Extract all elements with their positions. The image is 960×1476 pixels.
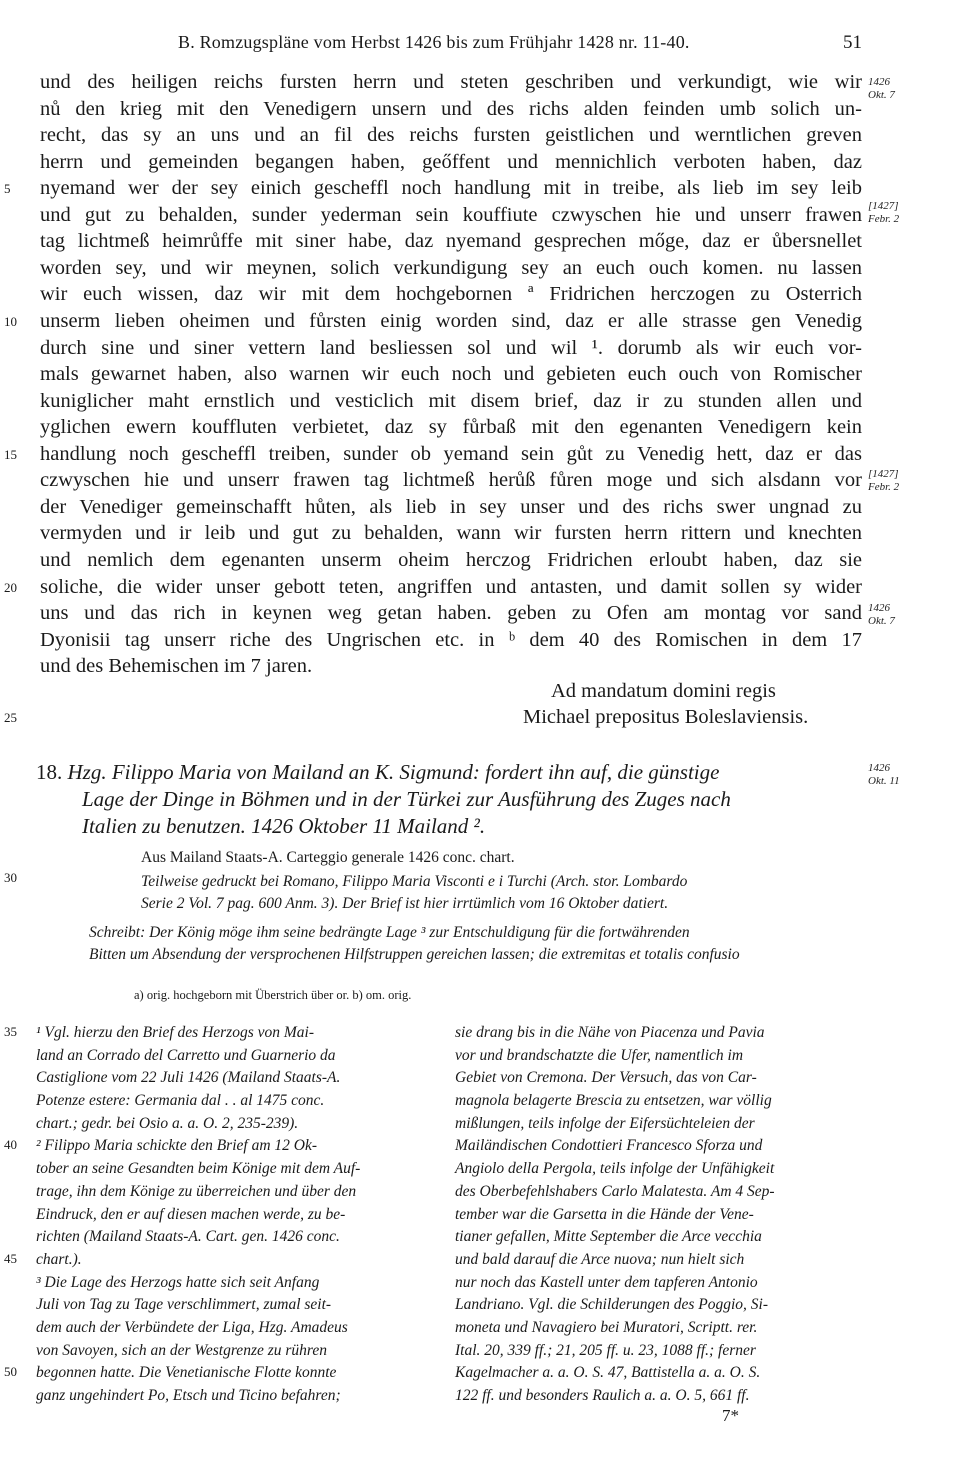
margin-date-year: [1427] <box>868 200 899 212</box>
sheet-signature-mark: 7* <box>722 1406 739 1425</box>
footnote-line: Ital. 20, 339 ff.; 21, 205 ff. u. 23, 1088 ff.; ferner <box>455 1341 756 1359</box>
body-line: handlung noch gescheffl treiben, sunder ob yemand sein gůt zu Venedig hett, daz er das <box>40 443 862 465</box>
footnote-line: ³ Die Lage des Herzogs hatte sich seit Anfang <box>36 1273 320 1291</box>
body-line: worden sey, und wir meynen, solich verkundigung sey an euch ouch komen. nu lassen <box>40 257 862 279</box>
line-number: 50 <box>4 1364 17 1379</box>
body-line: yglichen ewern kouffluten verbietet, daz sy fůrbaß mit den egenanten Venedigern kein <box>40 416 862 438</box>
margin-date <box>868 762 916 788</box>
footnote-line: des Oberbefehlshabers Carlo Malatesta. Am 4 Sep- <box>455 1182 775 1200</box>
footnote-line: nur noch das Kastell unter dem tapferen Antonio <box>455 1273 758 1291</box>
signature-line: Michael prepositus Boleslaviensis. <box>523 706 809 728</box>
body-line: tag lichtmeß heimrůffe mit siner habe, daz nyemand gesprechen mőge, daz er ůbersnellet <box>40 230 862 252</box>
body-line: czwyschen hie und unserr frawen tag lichtmeß herůß fůren moge und sich alsdann vor <box>40 469 862 491</box>
footnote-line: von Savoyen, sich an der Westgrenze zu rühren <box>36 1341 328 1359</box>
footnote-line: dem auch der Verbündete der Liga, Hzg. Amadeus <box>36 1318 348 1336</box>
line-number: 15 <box>4 447 17 462</box>
margin-date-year: [1427] <box>868 468 899 480</box>
body-line: Dyonisii tag unserr riche des Ungrischen etc. in ᵇ dem 40 des Romischen in dem 17 <box>40 629 862 651</box>
footnote-line: ² Filippo Maria schickte den Brief am 12 Ok- <box>36 1137 317 1155</box>
body-line: durch sine und siner vettern land besliessen sol und wil ¹. dorumb als wir euch vor- <box>40 337 862 359</box>
line-number: 10 <box>4 314 17 329</box>
heading-line: Lage der Dinge in Böhmen und in der Türkei zur Ausführung des Zuges nach <box>82 787 731 811</box>
body-line: soliche, die wider unser gebott teten, angriffen und antasten, und damit sollen sy wider <box>40 576 862 598</box>
footnote-line: Gebiet von Cremona. Der Versuch, das von Car- <box>455 1069 757 1087</box>
signature-line: Ad mandatum domini regis <box>551 680 776 702</box>
page-number: 51 <box>843 32 862 53</box>
footnote-line: Angiolo della Pergola, teils infolge der Unfähigkeit <box>455 1160 775 1178</box>
footnote-line: und bald darauf die Arce nuova; nun hielt sich <box>455 1250 745 1268</box>
body-line: kuniglicher maht ernstlich und vesticlich mit disem brief, daz ir zu stunden allen und <box>40 390 862 412</box>
margin-date <box>868 200 916 226</box>
footnote-line: mißlungen, teils infolge der Eifersüchteleien der <box>455 1114 755 1132</box>
footnotes-right-column <box>455 1022 860 1408</box>
body-line: uns und das rich in keynen weg getan haben. geben zu Ofen am montag vor sand <box>40 602 862 624</box>
margin-date-year: 1426 <box>868 602 890 614</box>
footnote-line: magnola belagerte Brescia zu entsetzen, war völlig <box>455 1092 772 1110</box>
body-line: recht, das sy an uns und an fil des reichs fursten geistlichen und werntlichen greven <box>40 124 862 146</box>
margin-date-day: Okt. 11 <box>868 775 900 787</box>
heading-line: Italien zu benutzen. 1426 Oktober 11 Mailand ². <box>82 814 486 838</box>
line-number: 45 <box>4 1251 17 1266</box>
footnote-line: vor und brandschatzte die Ufer, namentlich im <box>455 1046 744 1064</box>
footnote-line: Castiglione vom 22 Juli 1426 (Mailand Staats-A. <box>36 1069 341 1087</box>
footnote-line: trage, ihn dem Könige zu überreichen und über den <box>36 1182 357 1200</box>
document-number: 18. <box>36 760 63 784</box>
footnote-line: ganz ungehindert Po, Etsch und Ticino befahren; <box>36 1387 341 1404</box>
heading-line: Hzg. Filippo Maria von Mailand an K. Sigmund: fordert ihn auf, die günstige <box>67 760 720 784</box>
source-line: Aus Mailand Staats-A. Carteggio generale 1426 conc. chart. <box>141 849 515 866</box>
margin-date <box>868 602 916 628</box>
margin-date-day: Febr. 2 <box>868 481 900 493</box>
line-number: 35 <box>4 1024 17 1039</box>
line-number: 5 <box>4 181 11 196</box>
margin-date-year: 1426 <box>868 76 890 88</box>
margin-date-day: Okt. 7 <box>868 615 895 627</box>
footnote-line: tianer gefallen, Mitte September die Arce vecchia <box>455 1228 762 1246</box>
footnote-line: Landriano. Vgl. die Schilderungen des Poggio, Si- <box>455 1296 768 1314</box>
body-line: nyemand wer der sey einich gescheffl noch handlung mit in treibe, als lieb im sey leib <box>40 177 862 199</box>
footnote-line: Kagelmacher a. a. O. S. 47, Battistella a. a. O. S. <box>455 1364 761 1382</box>
line-number: 30 <box>4 870 17 885</box>
footnote-line: 122 ff. und besonders Raulich a. a. O. 5, 661 ff. <box>455 1387 750 1404</box>
body-line: mals gewarnet haben, also warnen wir euch noch und gebieten euch ouch von Romischer <box>40 363 862 385</box>
body-line: und gut zu behalden, sunder yederman sein kouffiute czwyschen hie und unserr frawen <box>40 204 862 226</box>
footnote-line: Mailändischen Condottieri Francesco Sforza und <box>455 1137 763 1155</box>
body-line: wir euch wissen, daz wir mit dem hochgebornen ª Fridrichen herczogen zu Osterrich <box>40 283 862 305</box>
footnote-line: richten (Mailand Staats-A. Cart. gen. 1426 conc. <box>36 1228 340 1246</box>
footnote-line: ¹ Vgl. hierzu den Brief des Herzogs von Mai- <box>36 1024 315 1041</box>
body-line: herrn und gemeinden begangen haben, geőffent und mennichlich verboten haben, daz <box>40 151 862 173</box>
body-line: unserm lieben oheimen und fůrsten einig worden sind, daz er alle strasse gen Venedig <box>40 310 862 332</box>
document-heading <box>36 760 866 784</box>
source-line: Bitten um Absendung der versprochenen Hilfstruppen gereichen lassen; die extremitas et totalis confusio <box>89 946 740 963</box>
footnote-line: tember war die Garsetta in die Hände der Vene- <box>455 1205 754 1223</box>
footnote-line: chart.; gedr. bei Osio a. a. O. 2, 235-239). <box>36 1114 299 1132</box>
line-number: 20 <box>4 580 17 595</box>
footnote-line: Juli von Tag zu Tage verschlimmert, zumal seit- <box>36 1296 332 1314</box>
footnote-line: Potenze estere: Germania dal . . al 1475 conc. <box>36 1092 325 1110</box>
footnote-line: begonnen hatte. Die Venetianische Flotte konnte <box>36 1364 337 1382</box>
margin-date <box>868 76 916 102</box>
margin-date-day: Febr. 2 <box>868 213 900 225</box>
footnote-line: chart.). <box>36 1250 82 1268</box>
body-line: vermyden und ir leib und gut zu behalden, wann wir fursten herrn rittern und knechten <box>40 522 862 544</box>
source-line: Schreibt: Der König möge ihm seine bedrängte Lage ³ zur Entschuldigung für die fortwährenden <box>89 924 690 941</box>
line-number: 40 <box>4 1137 17 1152</box>
margin-date-day: Okt. 7 <box>868 89 895 101</box>
running-header <box>0 32 960 56</box>
margin-date-year: 1426 <box>868 762 890 774</box>
footnote-line: moneta und Navagiero bei Muratori, Scriptt. rer. <box>455 1318 758 1336</box>
source-line: Teilweise gedruckt bei Romano, Filippo Maria Visconti e i Turchi (Arch. stor. Lombardo <box>141 873 688 890</box>
body-line: nů den krieg mit den Venedigern unsern und des richs alden feinden umb solich un- <box>40 98 862 120</box>
body-line: und nemlich dem egenanten unserm oheim herczog Fridrichen erloubt haben, daz sie <box>40 549 862 571</box>
source-line: Serie 2 Vol. 7 pag. 600 Anm. 3). Der Brief ist hier irrtümlich vom 16 Oktober datiert. <box>141 895 669 912</box>
footnote-line: tober an seine Gesandten beim Könige mit dem Auf- <box>36 1160 361 1178</box>
footnote-line: Eindruck, den er auf diesen machen werde, zu be- <box>36 1205 346 1223</box>
margin-date <box>868 468 916 494</box>
running-title: B. Romzugspläne vom Herbst 1426 bis zum Frühjahr 1428 nr. 11-40. <box>178 32 690 52</box>
footnote-line: land an Corrado del Carretto und Guarnerio da <box>36 1046 336 1064</box>
footnote-line: sie drang bis in die Nähe von Piacenza und Pavia <box>455 1024 765 1041</box>
text-notes: a) orig. hochgeborn mit Überstrich über or. b) om. orig. <box>134 988 412 1002</box>
body-line: und des heiligen reichs fursten herrn und steten geschriben und verkundigt, wie wir <box>40 71 862 93</box>
body-line: der Venediger gemeinschafft hůten, als lieb in sey unser und des richs swer ungnad zu <box>40 496 862 518</box>
line-number: 25 <box>4 710 17 725</box>
footnotes-left-column <box>36 1022 434 1408</box>
body-line: und des Behemischen im 7 jaren. <box>40 655 313 677</box>
